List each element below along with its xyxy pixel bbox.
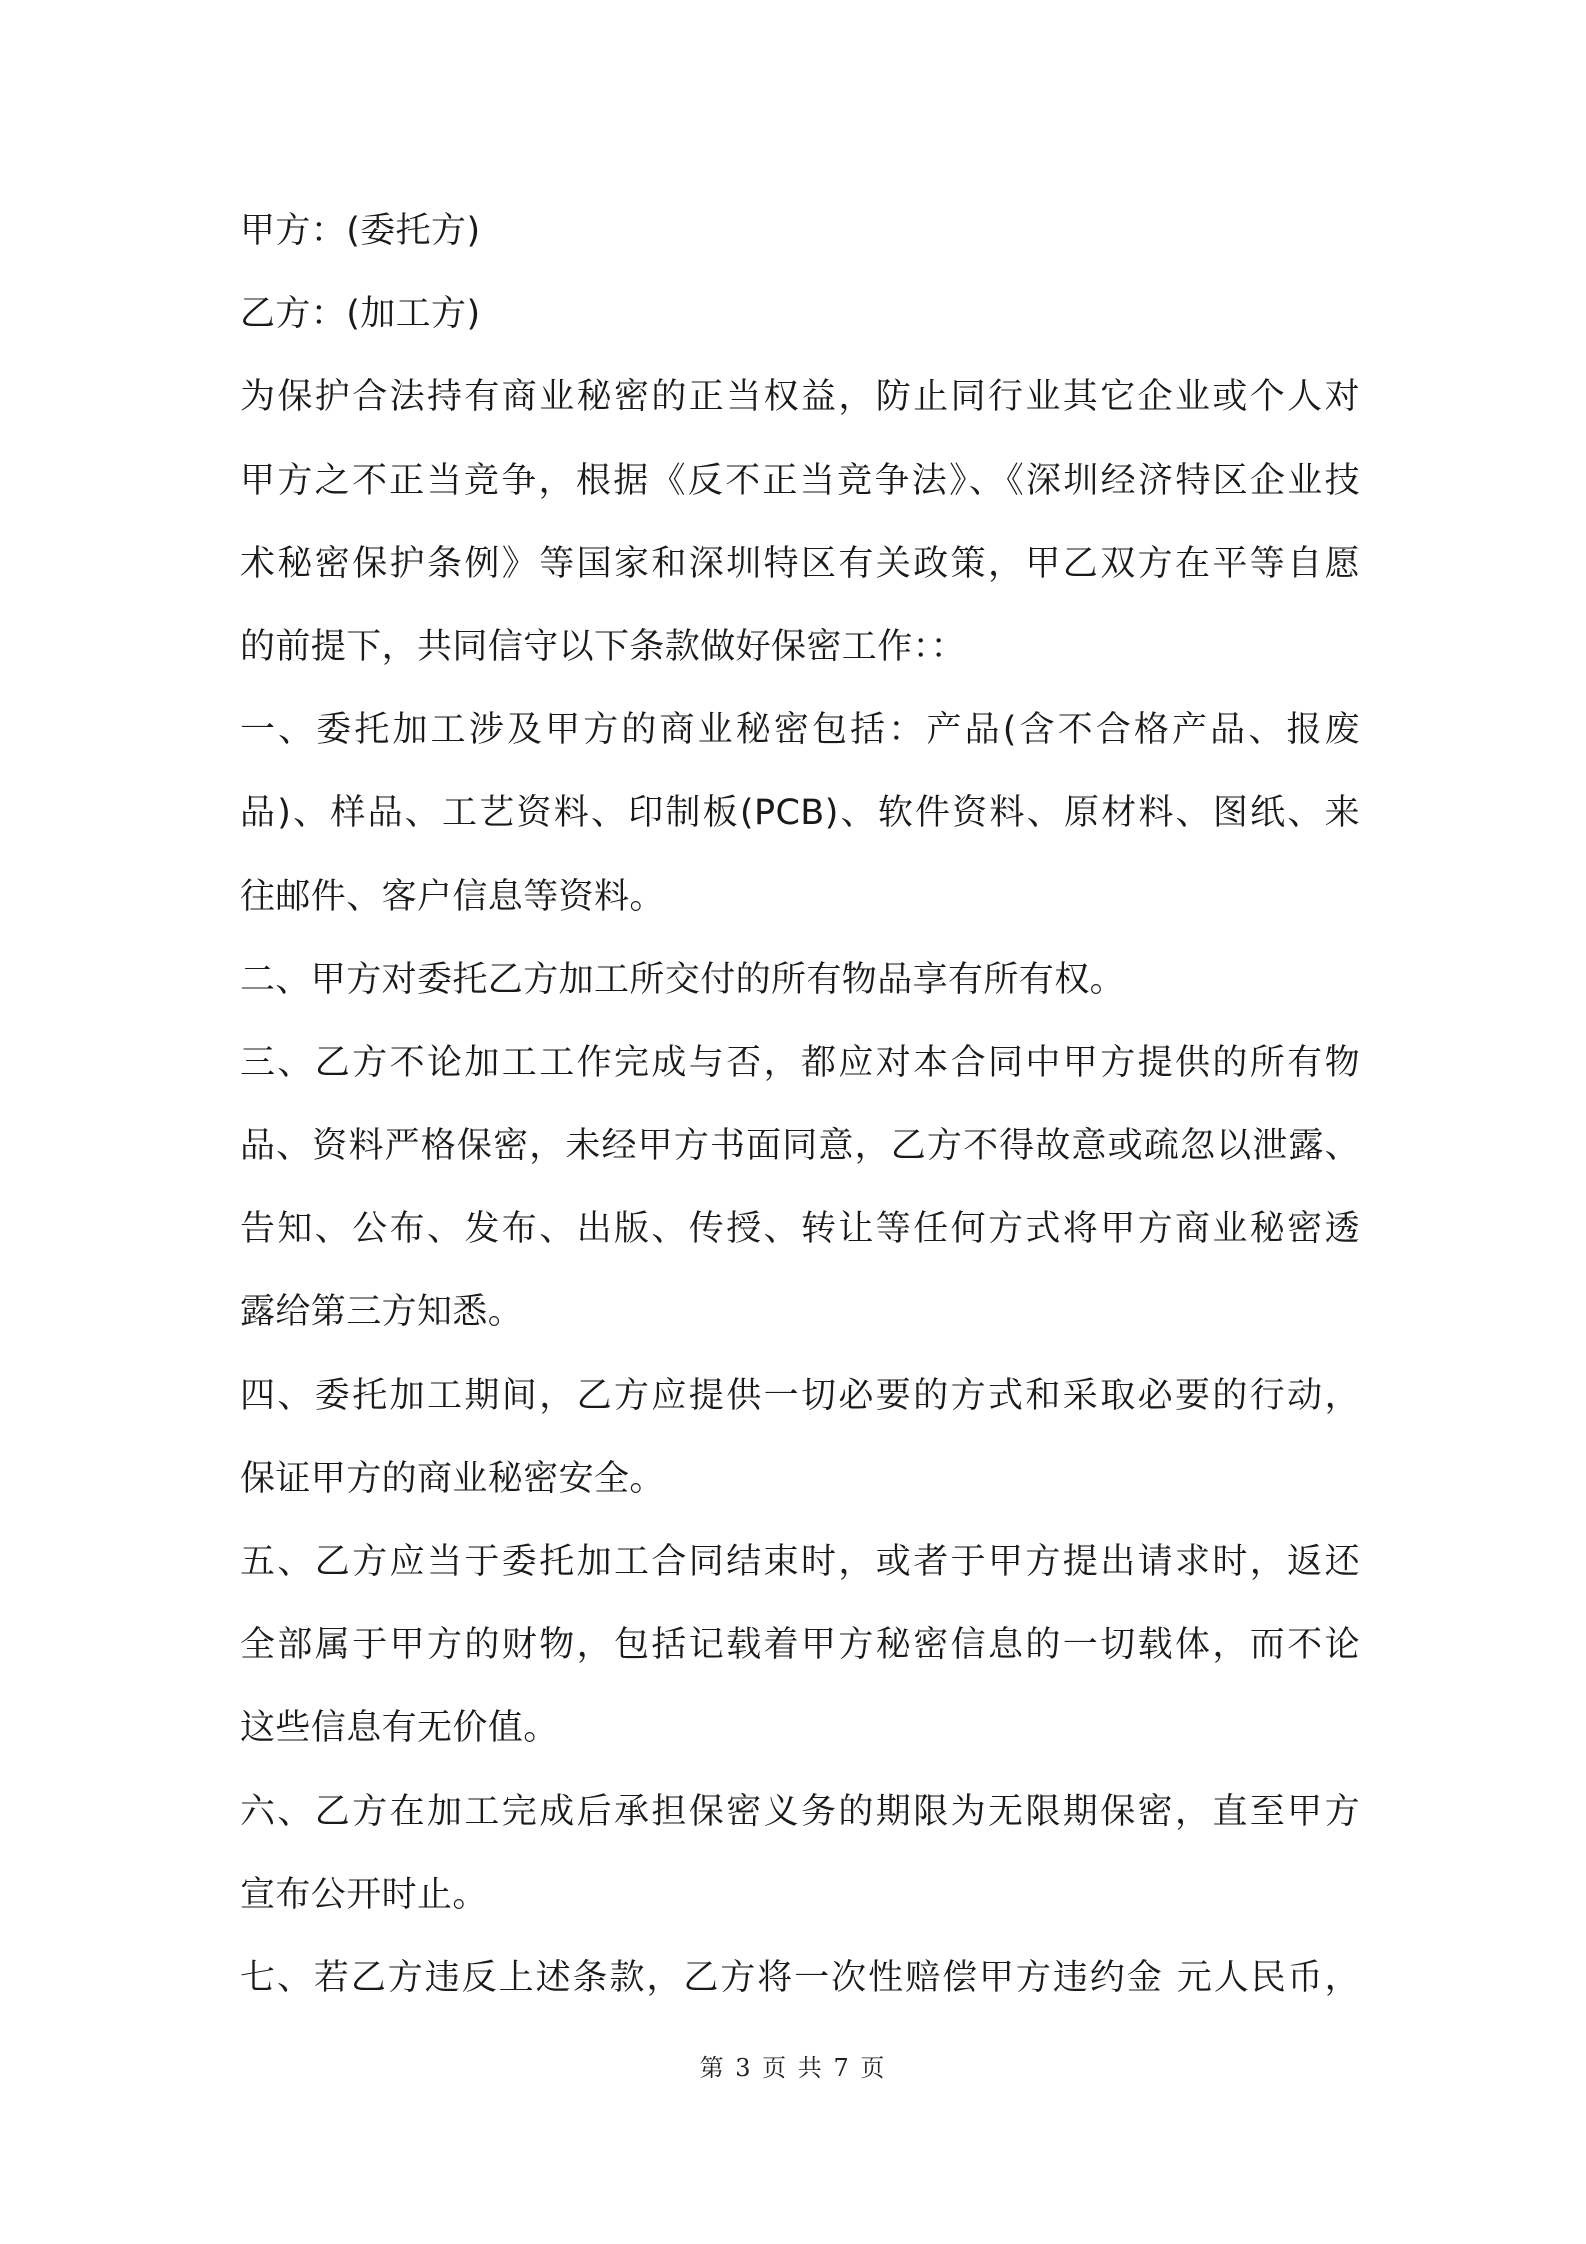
document-line: 往邮件、客户信息等资料。 — [240, 876, 665, 917]
document-line: 乙方：(加工方) — [240, 294, 481, 335]
page-number-label: 第 3 页 共 7 页 — [699, 2054, 887, 2082]
document-line: 的前提下，共同信守以下条款做好保密工作：： — [240, 626, 966, 667]
document-line: 五、乙方应当于委托加工合同结束时，或者于甲方提出请求时，返还 — [240, 1542, 1360, 1582]
document-line: 七、若乙方违反上述条款，乙方将一次性赔偿甲方违约金 元人民币， — [240, 1957, 1360, 1998]
page-footer — [0, 2048, 1586, 2083]
document-line: 露给第三方知悉。 — [240, 1292, 524, 1333]
document-line: 甲方之不正当竞争，根据《反不正当竞争法》、《深圳经济特区企业技 — [240, 460, 1360, 501]
document-line: 宣布公开时止。 — [240, 1874, 488, 1915]
document-line: 品)、样品、工艺资料、印制板(PCB)、软件资料、原材料、图纸、来 — [240, 793, 1360, 834]
document-line: 四、委托加工期间，乙方应提供一切必要的方式和采取必要的行动， — [240, 1375, 1360, 1416]
document-line: 六、乙方在加工完成后承担保密义务的期限为无限期保密，直至甲方 — [240, 1791, 1360, 1832]
document-line: 全部属于甲方的财物，包括记载着甲方秘密信息的一切载体，而不论 — [240, 1625, 1360, 1666]
document-line: 甲方：(委托方) — [240, 211, 481, 251]
document-line: 为保护合法持有商业秘密的正当权益，防止同行业其它企业或个人对 — [240, 377, 1360, 418]
document-line: 三、乙方不论加工工作完成与否，都应对本合同中甲方提供的所有物 — [240, 1042, 1360, 1083]
document-line: 二、甲方对委托乙方加工所交付的所有物品享有所有权。 — [240, 959, 1126, 1000]
document-line: 术秘密保护条例》等国家和深圳特区有关政策，甲乙双方在平等自愿 — [240, 543, 1360, 584]
document-line: 保证甲方的商业秘密安全。 — [240, 1458, 665, 1499]
document-line: 这些信息有无价值。 — [240, 1708, 559, 1749]
document-line: 一、委托加工涉及甲方的商业秘密包括：产品(含不合格产品、报废 — [240, 710, 1360, 751]
document-body — [240, 190, 1360, 2020]
document-line: 告知、公布、发布、出版、传授、转让等任何方式将甲方商业秘密透 — [240, 1209, 1360, 1250]
document-line: 品、资料严格保密，未经甲方书面同意，乙方不得故意或疏忽以泄露、 — [240, 1126, 1360, 1167]
